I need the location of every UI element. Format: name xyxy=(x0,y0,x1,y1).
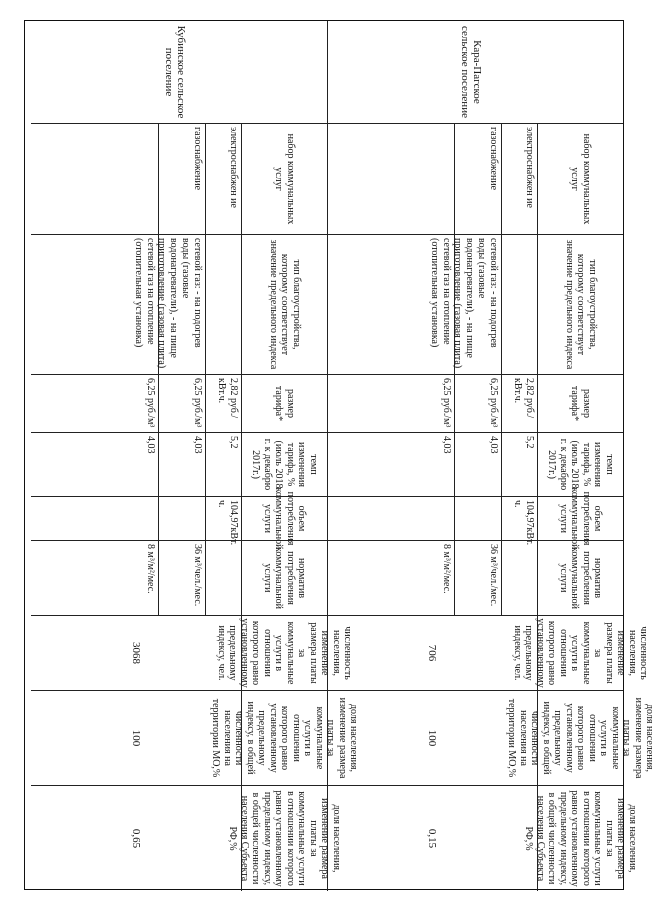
column-header: объем потребления коммунальной услуги xyxy=(537,497,623,540)
row-value: 36 м³/чел./мес. xyxy=(158,541,205,615)
row-stack xyxy=(328,433,537,496)
share-rf-cell xyxy=(327,786,638,891)
column-header: численность населения, изменение размера платы за коммунальные услуги в отношении которого равно установленному предельному индексу, чел. xyxy=(241,616,327,690)
settlement-name: Кара-Пагское сельское поселение xyxy=(459,26,484,118)
row-value: 6,25 руб./м³ xyxy=(441,378,452,428)
cell-value: 3068 xyxy=(130,642,142,664)
row-value xyxy=(501,235,537,374)
tariff-table xyxy=(24,20,655,890)
population-cell xyxy=(327,616,650,691)
row-value: электроснабжен ие xyxy=(501,124,537,234)
row-value: 6,25 руб./м³ xyxy=(158,375,205,432)
volume-cell xyxy=(31,487,327,550)
share-mo-cell xyxy=(31,691,360,786)
column-header: тип благоустройства, которому соответствует значение предельного индекса xyxy=(537,235,623,374)
row-value xyxy=(205,235,241,374)
cell-rows xyxy=(31,375,241,432)
cell-rows xyxy=(328,497,537,546)
row-stack xyxy=(31,497,241,546)
row-value: 6,25 руб./м³ xyxy=(145,378,156,428)
row-value: 8 м³/м²/мес. xyxy=(145,544,156,594)
cell-rows xyxy=(328,375,537,432)
row-value: 6,25 руб./м³ xyxy=(454,375,501,432)
row-stack xyxy=(328,235,537,374)
row-value: 104,97кВт. ч. xyxy=(205,497,241,548)
row-value xyxy=(328,124,454,234)
tariff-size-cell xyxy=(31,375,327,433)
row-value: электроснабжен ие xyxy=(205,124,241,234)
norm-cell xyxy=(31,541,327,616)
type-cell xyxy=(31,235,327,375)
population-cell xyxy=(31,616,354,691)
column-header: набор коммунальных услуг xyxy=(241,124,327,234)
tariff-size-cell xyxy=(327,375,623,433)
row-value: 5,2 xyxy=(205,433,241,496)
cell-value: 706 xyxy=(426,644,439,662)
row-value: 5,2 xyxy=(501,433,537,496)
row-stack xyxy=(31,541,241,615)
column-header: набор коммунальных услуг xyxy=(537,124,623,234)
row-stack xyxy=(31,375,241,432)
row-value xyxy=(31,124,158,234)
row-stack xyxy=(31,433,241,496)
column-header: норматив потребления коммунальной услуги xyxy=(241,541,327,615)
settlement-cell xyxy=(31,21,327,124)
column-header: норматив потребления коммунальной услуги xyxy=(537,541,623,615)
row-value: 4,03 xyxy=(441,436,452,454)
row-value: 36 м³/чел./мес. xyxy=(454,541,501,615)
cell-value: 0,15 xyxy=(426,828,439,849)
column-header: численность населения, изменение размера платы за коммунальные услуги в отношении которого равно установленному предельному индексу, чел. xyxy=(537,616,623,690)
column-header: доля населения, изменение размера платы за коммунальные услуги в отношении которого равно установленному предельному индексу, в общей численности населения на территории МО,% xyxy=(241,691,327,785)
row-stack xyxy=(328,124,537,234)
cell-rows xyxy=(31,433,241,496)
column-header: размер тарифа* xyxy=(537,375,623,432)
cell-value: 0,65 xyxy=(130,828,142,849)
services-cell xyxy=(327,124,623,235)
norm-cell xyxy=(327,541,623,616)
row-stack xyxy=(31,124,241,234)
cell-rows xyxy=(328,433,537,496)
row-value: 2,82 руб./кВт.ч. xyxy=(205,375,241,432)
row-value: 104,97кВт. ч. xyxy=(501,497,537,548)
services-cell xyxy=(31,124,327,235)
row-value: сетевой газ на отопление (отопительная установка) xyxy=(429,238,452,348)
row-value: 8 м³/м²/мес. xyxy=(441,544,452,594)
column-header: доля населения, изменение размера платы за коммунальные услуги в отношении которого равно установленному предельному индексу, в общей численности населения Субъекта РФ,% xyxy=(537,786,623,891)
column-header: темп изменения тарифа, % (июль 2018 г. к декабрю 2017г.) xyxy=(537,433,623,496)
share-rf-cell xyxy=(31,786,342,891)
row-stack xyxy=(328,497,537,546)
cell-value: 100 xyxy=(130,729,142,747)
cell-rows xyxy=(31,497,241,546)
share-mo-cell xyxy=(327,691,655,786)
cell-rows xyxy=(328,235,537,374)
row-value: газоснабжение xyxy=(158,124,205,234)
row-value: 2,82 руб./кВт.ч. xyxy=(501,375,537,432)
column-header: объем потребления коммунальной услуги xyxy=(241,497,327,540)
row-value: 4,03 xyxy=(145,436,156,454)
cell-rows xyxy=(31,541,241,615)
row-stack xyxy=(31,235,241,374)
row-stack xyxy=(328,375,537,432)
row-value xyxy=(205,541,241,615)
settlement-name: Кубинское сельское поселение xyxy=(163,25,187,119)
cell-value: 100 xyxy=(426,729,439,747)
row-value xyxy=(501,541,537,615)
cell-rows xyxy=(328,124,537,234)
cell-rows xyxy=(328,541,537,615)
column-header: тип благоустройства, которому соответствует значение предельного индекса xyxy=(241,235,327,374)
row-value: газоснабжение xyxy=(454,124,501,234)
column-header: размер тарифа* xyxy=(241,375,327,432)
row-value: 4,03 xyxy=(454,433,501,496)
settlement-cell xyxy=(327,21,623,124)
row-value: сетевой газ: - на подогрев воды (газовые водонагреватели), - на пище приготовление (газовая плита) xyxy=(158,235,205,374)
row-value: сетевой газ: - на подогрев воды (газовые водонагреватели), - на пище приготовление (газовая плита) xyxy=(454,235,501,374)
cell-rows xyxy=(31,124,241,234)
row-value: сетевой газ на отопление (отопительная установка) xyxy=(133,238,156,348)
column-header: доля населения, изменение размера платы за коммунальные услуги в отношении которого равно установленному предельному индексу, в общей численности населения Субъекта РФ,% xyxy=(241,786,327,891)
type-cell xyxy=(327,235,623,375)
column-header: темп изменения тарифа, % (июль 2018 г. к декабрю 2017г.) xyxy=(241,433,327,496)
row-stack xyxy=(328,541,537,615)
volume-cell xyxy=(327,487,623,550)
cell-rows xyxy=(31,235,241,374)
row-value: 4,03 xyxy=(158,433,205,496)
column-header: доля населения, изменение размера платы за коммунальные услуги в отношении которого равно установленному предельному индексу, в общей численности населения на территории МО,% xyxy=(537,691,623,785)
